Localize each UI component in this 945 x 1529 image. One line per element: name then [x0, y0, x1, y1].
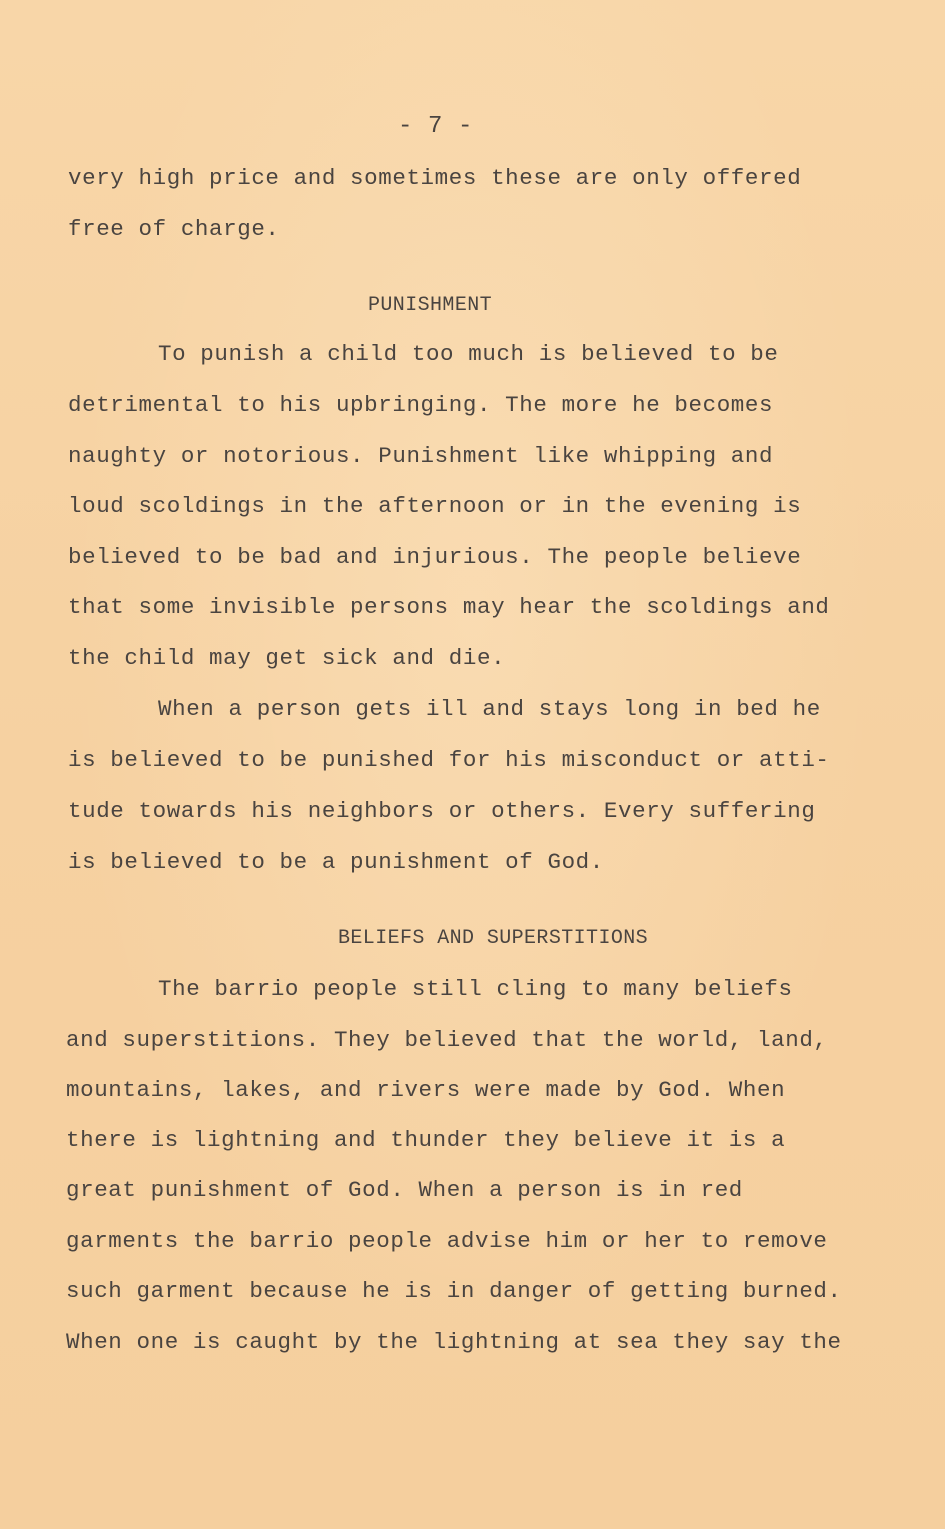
text-line: very high price and sometimes these are only offered [68, 165, 802, 191]
text-line: there is lightning and thunder they believe it is a [66, 1127, 786, 1153]
text-line: To punish a child too much is believed to be [158, 341, 779, 367]
text-line: The barrio people still cling to many beliefs [158, 976, 793, 1002]
page-number: - 7 - [398, 113, 474, 140]
text-line: When a person gets ill and stays long in bed he [158, 696, 821, 722]
text-line: mountains, lakes, and rivers were made by God. When [66, 1077, 786, 1103]
section-heading-punishment: PUNISHMENT [368, 294, 493, 317]
text-line: naughty or notorious. Punishment like whipping and [68, 443, 774, 469]
section-heading-beliefs: BELIEFS AND SUPERSTITIONS [338, 927, 649, 950]
text-line: believed to be bad and injurious. The people believe [68, 544, 802, 570]
text-line: When one is caught by the lightning at sea they say the [66, 1329, 842, 1355]
text-line: and superstitions. They believed that the world, land, [66, 1027, 828, 1053]
text-line: tude towards his neighbors or others. Every suffering [68, 798, 816, 824]
text-line: loud scoldings in the afternoon or in the evening is [68, 493, 802, 519]
text-line: garments the barrio people advise him or her to remove [66, 1228, 828, 1254]
text-line: the child may get sick and die. [68, 645, 506, 671]
text-line: free of charge. [68, 216, 280, 242]
text-line: is believed to be punished for his misconduct or atti- [68, 747, 830, 773]
text-line: detrimental to his upbringing. The more he becomes [68, 392, 774, 418]
text-line: is believed to be a punishment of God. [68, 849, 604, 875]
text-line: such garment because he is in danger of getting burned. [66, 1278, 842, 1304]
text-line: great punishment of God. When a person is in red [66, 1177, 743, 1203]
text-line: that some invisible persons may hear the scoldings and [68, 594, 830, 620]
